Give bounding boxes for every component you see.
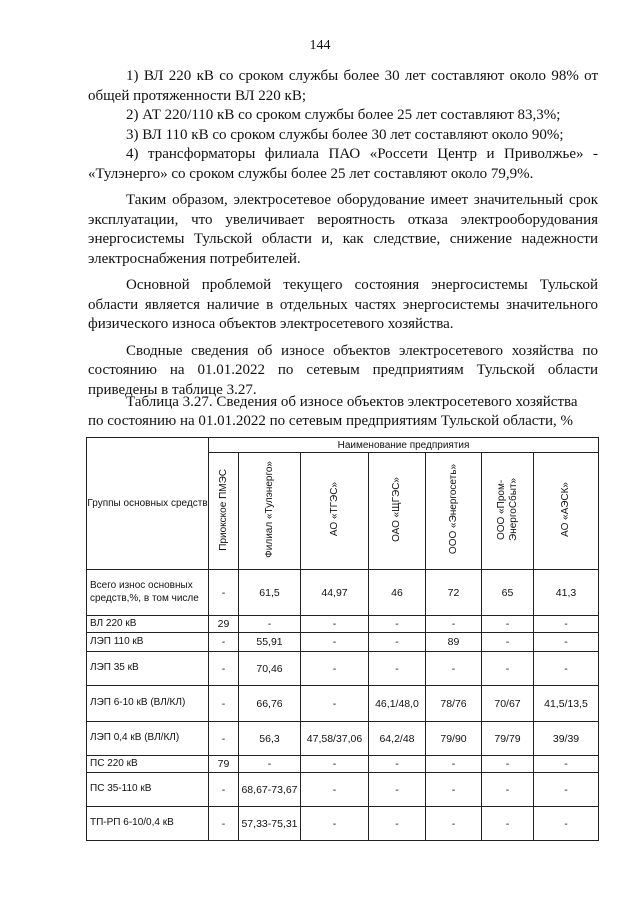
table-cell: -: [369, 807, 426, 841]
table-cell: -: [209, 570, 239, 616]
company-header: Наименование предприятия: [209, 438, 599, 453]
table-cell: -: [369, 756, 426, 773]
table-row: [87, 633, 599, 652]
table-cell: 41,3: [534, 570, 599, 616]
wear-table: [86, 437, 599, 841]
table-cell: -: [482, 616, 534, 633]
table-cell: -: [301, 652, 369, 686]
table-cell: 79: [209, 756, 239, 773]
company-name: ОАО «ЩГЭС»: [391, 477, 402, 542]
table-cell: 78/76: [426, 686, 482, 722]
table-cell: 65: [482, 570, 534, 616]
table-row: [87, 686, 599, 722]
row-label: ТП-РП 6-10/0,4 кВ: [87, 807, 209, 841]
caption-line: Таблица 3.27. Сведения об износе объектов электросетевого хозяйства: [126, 394, 578, 410]
table-cell: -: [426, 616, 482, 633]
table-row: [87, 652, 599, 686]
table-cell: 46: [369, 570, 426, 616]
table-cell: -: [482, 807, 534, 841]
table-cell: 41,5/13,5: [534, 686, 599, 722]
table-row: [87, 616, 599, 633]
body-paragraph: Сводные сведения об износе объектов электросетевого хозяйства по состоянию на 01.01.2022 по сетевым предприятиям Тульской области приведены в таблице 3.27.: [88, 342, 598, 398]
table-cell: 29: [209, 616, 239, 633]
table-cell: -: [426, 807, 482, 841]
table-cell: -: [209, 652, 239, 686]
table-cell: 56,3: [239, 722, 301, 756]
table-cell: -: [301, 773, 369, 807]
table-cell: -: [482, 756, 534, 773]
company-name: АО «ТГЭС»: [328, 482, 340, 537]
table-cell: 70,46: [239, 652, 301, 686]
list-item: 1) ВЛ 220 кВ со сроком службы более 30 лет составляют около 98% от общей протяженности ВЛ 220 кВ;: [88, 68, 598, 104]
company-name: Приокское ПМЭС: [217, 468, 229, 551]
table-cell: -: [369, 616, 426, 633]
table-cell: -: [369, 773, 426, 807]
company-name: АО «АЭСК»: [560, 482, 572, 537]
table-cell: -: [239, 756, 301, 773]
table-row: [87, 756, 599, 773]
table-row: [87, 570, 599, 616]
table-cell: -: [426, 773, 482, 807]
table-cell: -: [534, 652, 599, 686]
row-label: ВЛ 220 кВ: [87, 616, 209, 633]
row-label: ПС 35-110 кВ: [87, 773, 209, 807]
table-cell: -: [209, 686, 239, 722]
page-number: 144: [309, 38, 331, 53]
table-row: [87, 773, 599, 807]
row-label: ЛЭП 0,4 кВ (ВЛ/КЛ): [87, 722, 209, 756]
table-cell: 61,5: [239, 570, 301, 616]
table-cell: -: [482, 773, 534, 807]
table-cell: -: [534, 773, 599, 807]
table-cell: -: [301, 633, 369, 652]
table-cell: -: [426, 652, 482, 686]
table-cell: -: [426, 756, 482, 773]
company-name: Филиал «Тулэнерго»: [263, 461, 275, 558]
table-caption: [88, 393, 598, 430]
table-cell: -: [534, 756, 599, 773]
table-cell: 39/39: [534, 722, 599, 756]
body-paragraph: Основной проблемой текущего состояния энергосистемы Тульской области является наличие в отдельных частях энергосистемы значительного физического износа объектов электросетевого хозяйства.: [88, 277, 598, 332]
company-header-cell: [534, 453, 599, 570]
company-header-cell: [239, 453, 301, 570]
company-header-cell: [426, 453, 482, 570]
table-cell: -: [482, 652, 534, 686]
row-label: ЛЭП 6-10 кВ (ВЛ/КЛ): [87, 686, 209, 722]
table-cell: 68,67-73,67: [239, 773, 301, 807]
table-row: [87, 807, 599, 841]
table-cell: -: [301, 807, 369, 841]
list-item: 3) ВЛ 110 кВ со сроком службы более 30 лет составляют около 90%;: [126, 126, 564, 143]
company-name: ООО «Пром-ЭнергоСбыт»: [495, 477, 519, 542]
caption-line: по состоянию на 01.01.2022 по сетевым предприятиям Тульской области, %: [88, 412, 574, 429]
table-cell: 57,33-75,31: [239, 807, 301, 841]
table-cell: -: [534, 616, 599, 633]
table-cell: -: [209, 633, 239, 652]
row-label: ЛЭП 35 кВ: [87, 652, 209, 686]
table-cell: -: [209, 807, 239, 841]
table-cell: 44,97: [301, 570, 369, 616]
table-cell: -: [301, 616, 369, 633]
table-cell: 79/90: [426, 722, 482, 756]
table-cell: 70/67: [482, 686, 534, 722]
list-item: 4) трансформаторы филиала ПАО «Россети Центр и Приволжье» - «Тулэнерго» со сроком службы более 25 лет составляют около 79,9%.: [88, 146, 598, 182]
company-header-cell: [482, 453, 534, 570]
table-cell: 66,76: [239, 686, 301, 722]
row-label: ЛЭП 110 кВ: [87, 633, 209, 652]
table-cell: -: [534, 807, 599, 841]
table-cell: -: [301, 756, 369, 773]
table-cell: -: [301, 686, 369, 722]
table-cell: 46,1/48,0: [369, 686, 426, 722]
row-label: Всего износ основных средств,%, в том числе: [87, 570, 209, 616]
list-item: 2) АТ 220/110 кВ со сроком службы более 25 лет составляют 83,3%;: [126, 107, 561, 123]
company-header-cell: [301, 453, 369, 570]
company-name: ООО «Энергосеть»: [447, 464, 459, 555]
table-cell: -: [209, 773, 239, 807]
group-header: Группы основных средств: [87, 438, 209, 570]
list-block: [88, 67, 598, 400]
table-cell: -: [482, 633, 534, 652]
company-header-cell: [209, 453, 239, 570]
table-cell: -: [369, 633, 426, 652]
table-cell: -: [209, 722, 239, 756]
table-cell: -: [534, 633, 599, 652]
table-cell: 79/79: [482, 722, 534, 756]
table-cell: 89: [426, 633, 482, 652]
table-cell: 55,91: [239, 633, 301, 652]
table-cell: 64,2/48: [369, 722, 426, 756]
table-cell: 47,58/37,06: [301, 722, 369, 756]
table-cell: -: [239, 616, 301, 633]
table-cell: 72: [426, 570, 482, 616]
company-header-cell: [369, 453, 426, 570]
row-label: ПС 220 кВ: [87, 756, 209, 773]
table-cell: -: [369, 652, 426, 686]
body-paragraph: Таким образом, электросетевое оборудование имеет значительный срок эксплуатации, что увеличивает вероятность отказа электрооборудования энергосистемы Тульской области и, как следствие, снижение надежности электроснабжения потребителей.: [88, 192, 598, 267]
table-row: [87, 722, 599, 756]
